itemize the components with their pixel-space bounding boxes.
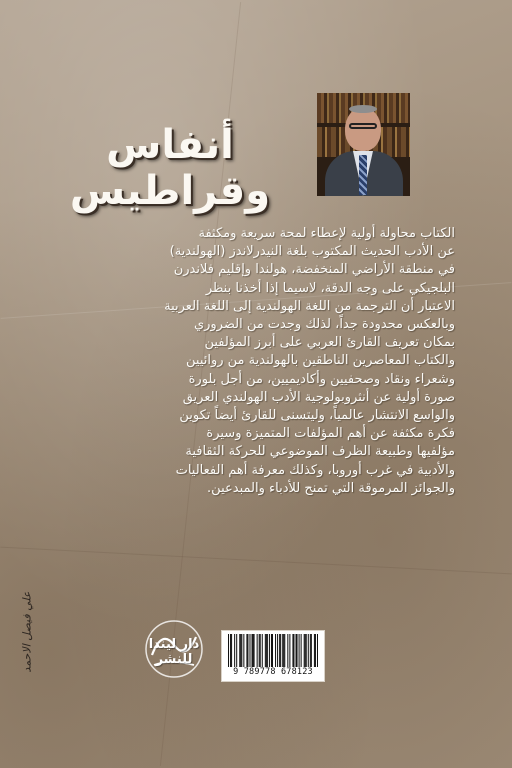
barcode-bar bbox=[271, 634, 272, 667]
blurb-line: وشعراء ونقاد وصحفيين وأكاديميين، من أجل بلورة bbox=[188, 371, 455, 387]
author-photo bbox=[317, 93, 410, 196]
blurb-line: في منطقة الأراضي المنخفضة، هولندا وإقليم فلاندرن bbox=[173, 262, 455, 278]
barcode-bar bbox=[240, 634, 241, 667]
blurb-line: وبالعكس محدودة جداً، لذلك وجدت من الضروري bbox=[193, 317, 455, 333]
barcode-bar bbox=[249, 634, 250, 667]
barcode-bar bbox=[253, 634, 254, 667]
barcode-bar bbox=[228, 634, 229, 667]
blurb-line: فكرة مكثفة عن أهم المؤلفات المتميزة وسيرة bbox=[206, 426, 455, 442]
isbn-number: 9 789778 678123 bbox=[233, 667, 313, 677]
barcode-bar bbox=[292, 634, 293, 667]
barcode-bar bbox=[304, 634, 305, 667]
barcode-bar bbox=[269, 634, 270, 667]
barcode-bar bbox=[311, 634, 312, 667]
barcode-bar bbox=[299, 634, 300, 667]
isbn-barcode bbox=[221, 630, 325, 682]
barcode-bar bbox=[284, 634, 285, 667]
barcode-bar bbox=[293, 634, 294, 667]
barcode-bar bbox=[267, 634, 268, 667]
author-glasses bbox=[349, 123, 377, 129]
blurb-line: مؤلفيها وطبيعة الظرف الموضوعي للحركة الثقافية bbox=[185, 444, 455, 460]
barcode-bar bbox=[247, 634, 248, 667]
barcode-bar bbox=[287, 634, 288, 667]
barcode-bar bbox=[317, 634, 318, 667]
barcode-bar bbox=[259, 634, 260, 667]
barcode-bar bbox=[230, 634, 231, 667]
barcode-bar bbox=[314, 634, 315, 667]
barcode-bar bbox=[231, 634, 232, 667]
author-signature: علي فيصل الاحمد bbox=[20, 591, 34, 673]
barcode-bar bbox=[254, 634, 255, 667]
barcode-bar bbox=[257, 634, 258, 667]
blurb-line: عن الأدب الحديث المكتوب بلغة النيدرلاندز (الهولندية) bbox=[169, 244, 455, 260]
barcode-bar bbox=[296, 634, 297, 667]
barcode-bars bbox=[228, 634, 318, 667]
blurb-line: والكتاب المعاصرين الناطقين بالهولندية من روائيين bbox=[186, 353, 455, 369]
barcode-bar bbox=[301, 634, 302, 667]
barcode-bar bbox=[266, 634, 267, 667]
author-tie bbox=[359, 155, 367, 195]
barcode-bar bbox=[279, 634, 280, 667]
author-head bbox=[345, 107, 381, 151]
barcode-bar bbox=[241, 634, 242, 667]
publisher-logo bbox=[140, 615, 208, 683]
blurb-line: الاعتبار أن الترجمة من اللغة الهولندية إلى اللغة العربية bbox=[164, 298, 455, 314]
barcode-bar bbox=[275, 634, 276, 667]
paper-crease bbox=[0, 547, 511, 575]
barcode-bar bbox=[272, 634, 273, 667]
barcode-bar bbox=[252, 634, 253, 667]
barcode-bar bbox=[308, 634, 309, 667]
barcode-bar bbox=[265, 634, 266, 667]
barcode-bar bbox=[289, 634, 290, 667]
blurb-line: البلجيكي على وجه الدقة، لاسيما إذا أخذنا بنظر bbox=[205, 280, 455, 296]
blurb-line: والأدبية في غرب أوروبا، وكذلك معرفة أهم الفعاليات bbox=[175, 462, 455, 478]
barcode-bar bbox=[236, 634, 237, 667]
barcode-bar bbox=[315, 634, 316, 667]
blurb-line: والواسع الانتشار عالمياً، وليتسنى للقارئ أيضاً تكوين bbox=[179, 408, 455, 424]
book-title: أنفاس وقراطيس bbox=[69, 122, 271, 214]
barcode-bar bbox=[297, 634, 298, 667]
barcode-bar bbox=[262, 634, 263, 667]
author-hair bbox=[349, 105, 377, 113]
barcode-bar bbox=[280, 634, 281, 667]
barcode-bar bbox=[246, 634, 247, 667]
barcode-bar bbox=[234, 634, 235, 667]
barcode-bar bbox=[243, 634, 244, 667]
blurb-line: الكتاب محاولة أولية لإعطاء لمحة سريعة ومكثفة bbox=[198, 226, 455, 241]
barcode-bar bbox=[306, 634, 307, 667]
blurb-paragraph bbox=[60, 225, 455, 498]
blurb-line: بمكان تعريف القارئ العربي على أبرز المؤلفين bbox=[204, 335, 455, 351]
barcode-bar bbox=[239, 634, 240, 667]
barcode-bar bbox=[282, 634, 283, 667]
barcode-bar bbox=[305, 634, 306, 667]
blurb-line: صورة أولية عن أنثروبولوجية الأدب الهولندي العريق bbox=[182, 389, 455, 405]
barcode-bar bbox=[260, 634, 261, 667]
barcode-bar bbox=[310, 634, 311, 667]
barcode-bar bbox=[283, 634, 284, 667]
blurb-line: والجوائز المرموقة التي تمنح للأدباء والمبدعين. bbox=[207, 480, 455, 496]
publisher-logo-text: دار ليندا للنشر bbox=[148, 637, 200, 667]
barcode-bar bbox=[277, 634, 278, 667]
